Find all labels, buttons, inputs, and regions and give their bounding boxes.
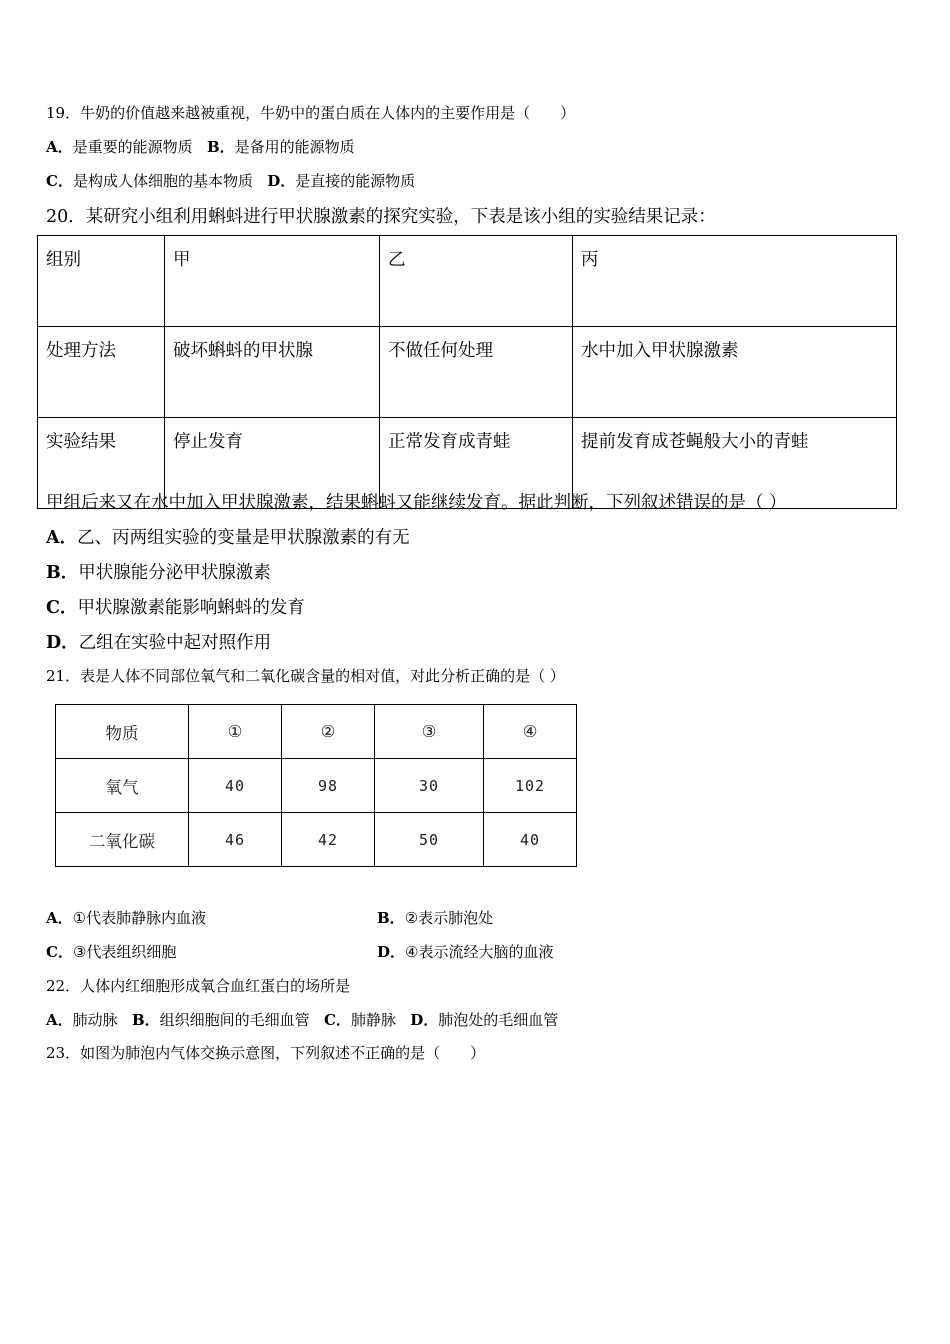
table-cell: 提前发育成苍蝇般大小的青蛙 [573,418,897,509]
table-cell: ② [282,705,375,759]
table-row [56,759,577,813]
q22-label-b: B． [131,1011,160,1029]
q22-option-a: 肺动脉 [72,1011,118,1029]
q21-label-c: C． [46,943,73,961]
table-cell: 乙 [380,236,573,327]
table-cell: ④ [484,705,577,759]
table-row [56,705,577,759]
table-cell: 破坏蝌蚪的甲状腺 [165,327,380,418]
q20-label-a: A． [46,528,78,548]
q22-stem: 22．人体内红细胞形成氧合血红蛋白的场所是 [46,977,351,995]
q21-options-cd [46,941,176,962]
table-cell: 102 [484,759,577,813]
table-cell: 组别 [38,236,165,327]
table-row [56,813,577,867]
table-cell: 不做任何处理 [380,327,573,418]
q21-option-b: ②表示肺泡处 [404,909,494,927]
table-row [38,236,897,327]
q21-options-ab [46,907,206,928]
q22-label-a: A． [46,1011,73,1029]
table-cell: 甲 [165,236,380,327]
q21-option-d: ④表示流经大脑的血液 [405,943,554,961]
q19-option-b: 是备用的能源物质 [234,138,355,156]
table-cell: 50 [375,813,484,867]
table-cell: 40 [484,813,577,867]
table-row [38,327,897,418]
q20-option-d: 乙组在实验中起对照作用 [78,633,272,653]
q21-table [55,704,577,867]
q22-option-b: 组织细胞间的毛细血管 [159,1011,310,1029]
q19-options-cd [46,170,415,191]
q19-option-c: 是构成人体细胞的基本物质 [72,172,253,190]
table-cell: ③ [375,705,484,759]
table-cell: 丙 [573,236,897,327]
q22-options [46,1009,558,1030]
q19-label-a: A． [46,138,73,156]
q20-option-row-b [46,559,271,584]
table-cell: 46 [189,813,282,867]
table-cell: 30 [375,759,484,813]
table-cell: 实验结果 [38,418,165,509]
table-cell: 处理方法 [38,327,165,418]
q20-table [37,235,897,509]
table-cell: 二氧化碳 [56,813,189,867]
q20-option-a: 乙、丙两组实验的变量是甲状腺激素的有无 [77,528,410,548]
q21-label-a: A． [46,909,73,927]
q20-option-c: 甲状腺激素能影响蝌蚪的发育 [77,598,305,618]
q22-option-d: 肺泡处的毛细血管 [438,1011,559,1029]
q19-option-a: 是重要的能源物质 [72,138,193,156]
table-cell: 42 [282,813,375,867]
table-cell: 正常发育成青蛙 [380,418,573,509]
q21-label-d: D． [377,943,406,961]
q22-option-c: 肺静脉 [350,1011,396,1029]
q21-label-b: B． [377,909,405,927]
q20-stem: 20．某研究小组利用蝌蚪进行甲状腺激素的探究实验，下表是该小组的实验结果记录： [46,207,716,227]
q20-option-row-d [46,629,271,654]
table-cell: 氧气 [56,759,189,813]
q23-stem: 23．如图为肺泡内气体交换示意图，下列叙述不正确的是（ ） [46,1044,486,1062]
q21-option-a: ①代表肺静脉内血液 [72,909,207,927]
q21-option-row-d [377,941,553,962]
q19-label-b: B． [206,138,235,156]
table-cell: 物质 [56,705,189,759]
q20-option-row-c [46,594,305,619]
q19-label-c: C． [46,172,73,190]
q20-label-b: B． [46,563,79,583]
q21-option-c: ③代表组织细胞 [72,943,177,961]
q20-option-row-a [46,524,410,549]
q19-option-d: 是直接的能源物质 [295,172,416,190]
q21-option-row-b [377,907,493,928]
q21-stem: 21．表是人体不同部位氧气和二氧化碳含量的相对值，对此分析正确的是（ ） [46,667,565,685]
q20-option-b: 甲状腺能分泌甲状腺激素 [78,563,271,583]
q19-options-ab [46,136,355,157]
table-cell: 40 [189,759,282,813]
q20-label-d: D． [46,633,79,653]
table-cell: ① [189,705,282,759]
q22-label-c: C． [323,1011,351,1029]
q20-followup: 甲组后来又在水中加入甲状腺激素，结果蝌蚪又能继续发育。据此判断，下列叙述错误的是（ ） [46,493,787,513]
table-cell: 停止发育 [165,418,380,509]
q19-stem: 19．牛奶的价值越来越被重视，牛奶中的蛋白质在人体内的主要作用是（ ） [46,104,576,122]
q20-label-c: C． [46,598,78,618]
table-cell: 水中加入甲状腺激素 [573,327,897,418]
q19-label-d: D． [267,172,296,190]
q22-label-d: D． [410,1011,439,1029]
table-cell: 98 [282,759,375,813]
